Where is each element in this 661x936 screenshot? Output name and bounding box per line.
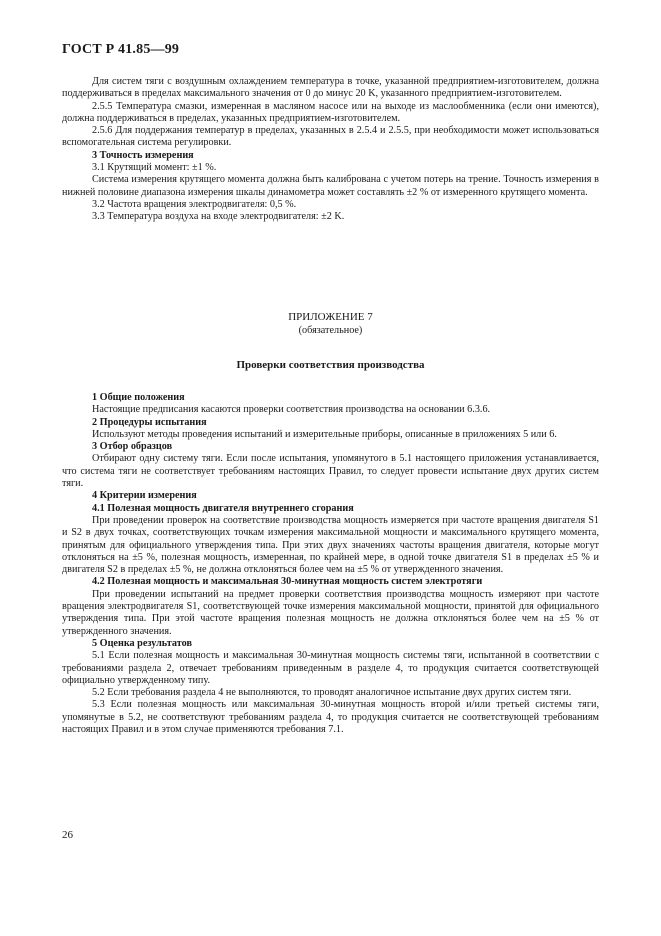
paragraph: При проведении испытаний на предмет проверки соответствия производства мощность измеряют при частоте вращения электродвигателя S1, соответствующей точке измерения максимальной мощности, принятой для официального утверждения типа. При этой частоте вращения полезная мощность не должна отклоняться более чем на ±5 % от утвержденного значения. bbox=[62, 588, 599, 637]
top-section bbox=[62, 76, 599, 224]
paragraph: 2.5.5 Температура смазки, измеренная в масляном насосе или на выходе из маслообменника (если они имеются), должна поддерживаться в пределах, указанных предприятием-изготовителем. bbox=[62, 100, 599, 124]
section-heading: 5 Оценка результатов bbox=[92, 637, 192, 649]
paragraph: 3.3 Температура воздуха на входе электродвигателя: ±2 K. bbox=[92, 211, 345, 223]
appendix-subtitle: (обязательное) bbox=[298, 325, 363, 336]
paragraph: 3.1 Крутящий момент: ±1 %. bbox=[92, 162, 217, 174]
paragraph: Для систем тяги с воздушным охлаждением температура в точке, указанной предприятием-изготовителем, должна поддерживаться в пределах максимального значения от 0 до минус 20 K, указанного предприятием-изготовителем. bbox=[62, 76, 599, 100]
subsection-heading: 4.2 Полезная мощность и максимальная 30-минутная мощность систем электротяги bbox=[92, 576, 483, 588]
paragraph: 5.1 Если полезная мощность и максимальная 30-минутная мощность системы тяги, испытанной в соответствии с требованиями раздела 2, отвечает требованиям приведенным в разделе 4, то продукция считается соответствующей официально утвержденному типу. bbox=[62, 650, 599, 686]
section-heading: 3 Точность измерения bbox=[92, 149, 194, 161]
document-code: ГОСТ Р 41.85—99 bbox=[62, 42, 180, 57]
section-heading: 3 Отбор образцов bbox=[92, 441, 173, 453]
paragraph: 2.5.6 Для поддержания температур в пределах, указанных в 2.5.4 и 2.5.5, при необходимости может использоваться вспомогательная система регулировки. bbox=[62, 125, 599, 149]
appendix-title: ПРИЛОЖЕНИЕ 7 bbox=[288, 311, 373, 323]
paragraph: Настоящие предписания касаются проверки соответствия производства на основании 6.3.6. bbox=[92, 404, 491, 416]
section-heading: 2 Процедуры испытания bbox=[92, 416, 207, 428]
paragraph: Используют методы проведения испытаний и измерительные приборы, описанные в приложениях 5 или 6. bbox=[92, 428, 557, 440]
paragraph: Система измерения крутящего момента должна быть калибрована с учетом потерь на трение. Точность измерения в нижней половине диапазона измерения шкалы динамометра может составлять ±2 % от измеренного крутящего момента. bbox=[62, 174, 599, 198]
section-heading: 4 Критерии измерения bbox=[92, 490, 197, 502]
paragraph: 3.2 Частота вращения электродвигателя: 0,5 %. bbox=[92, 198, 297, 210]
appendix-heading: Проверки соответствия производства bbox=[236, 359, 425, 371]
paragraph: 5.2 Если требования раздела 4 не выполняются, то проводят аналогичное испытание двух других систем тяги. bbox=[92, 687, 572, 699]
section-heading: 1 Общие положения bbox=[92, 392, 185, 403]
paragraph: Отбирают одну систему тяги. Если после испытания, упомянутого в 5.1 настоящего приложения устанавливается, что система тяги не соответствует требованиям настоящих Правил, то следует провести испытание двух других систем тяги. bbox=[62, 453, 599, 490]
paragraph: При проведении проверок на соответствие производства мощность измеряется при частоте вращения двигателя S1 и S2 в двух точках, соответствующих точкам измерения максимальной мощности и максимального крутящего момента, принятым для официального утверждения типа. При этих двух значениях частоты вращения двигателя, которые могут отклоняться на ±5 %, полезная мощность, измеренная, по крайней мере, в одной точке двигателя S1 в пределах ±5 % и двигателя S2 в пределах ±5 %, не должна отклоняться более чем на ±5 % от утвержденного значения. bbox=[62, 514, 599, 576]
page-number: 26 bbox=[62, 829, 73, 841]
paragraph: 5.3 Если полезная мощность или максимальная 30-минутная мощность второй и/или третьей системы тяги, упомянутые в 5.2, не соответствуют требованиям раздела 4, то продукция считается не соответствующей требованиям настоящих Правил и в этом случае применяются требования 7.1. bbox=[62, 699, 599, 736]
appendix-body bbox=[62, 392, 599, 736]
appendix-header bbox=[62, 311, 599, 371]
subsection-heading: 4.1 Полезная мощность двигателя внутреннего сгорания bbox=[92, 502, 354, 514]
